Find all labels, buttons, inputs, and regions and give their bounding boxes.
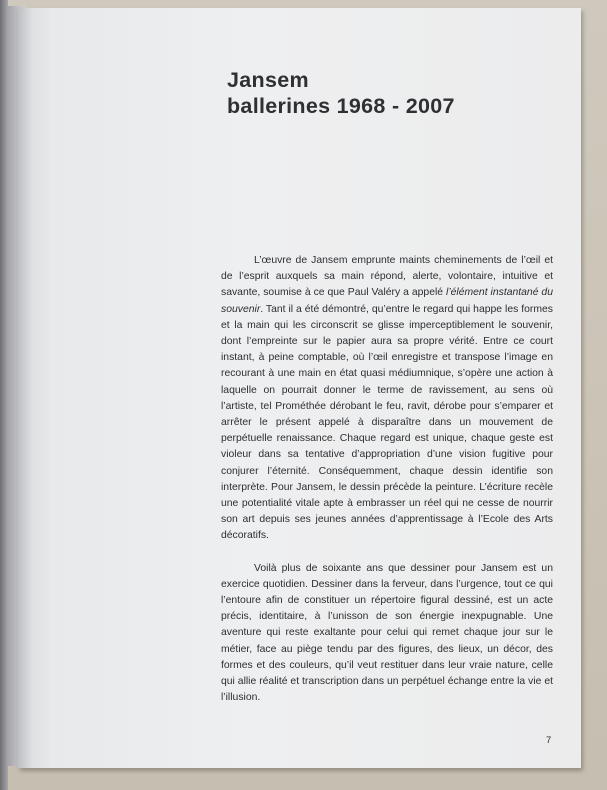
page-fold-shadow [18, 8, 32, 768]
essay-text [221, 253, 553, 706]
paragraph-2: Voilà plus de soixante ans que dessiner pour Jansem est un exercice quotidien. Dessiner dans la ferveur, dans l’urgence, tout ce qui l’entoure afin de constituer un répertoire figural dessiné, est un acte précis, identitaire, à l’unisson de son énergie inexpugnable. Une aventure qui reste exaltante pour celui qui remet chaque jour sur le métier, face au piège tendu par des figures, des lieux, un décor, des formes et des couleurs, qu’il veut restituer dans leur vraie nature, celle qui allie réalité et transcription dans un perpétuel échange entre la vie et l’illusion. [221, 562, 553, 704]
book-spine-shadow [0, 0, 8, 790]
page-title [227, 67, 455, 119]
paragraph-1-text-start: L’œuvre de Jansem emprunte maints cheminements de l’œil et de l’esprit auxquels sa main répond, alerte, volontaire, intuitive et savante, soumise à ce que Paul Valéry a appelé [221, 255, 553, 299]
page-number: 7 [546, 735, 552, 746]
title-line-artist: Jansem [227, 68, 309, 92]
paragraph-1 [221, 253, 553, 545]
title-line-subtitle: ballerines 1968 - 2007 [227, 94, 455, 118]
paragraph-1-italic-quote: l’élément instantané du souvenir [221, 287, 553, 315]
paragraph-1-text-end: . Tant il a été démontré, qu’entre le regard qui happe les formes et la main qui les circonscrit se glisse imperceptiblement le souvenir, dont l’empreinte sur le papier aura sa propre vérité. Entre ce court instant, à peine comptable, où l’œil enregistre et transpose l’image en recourant à une main en état quasi médiumnique, s’opère une action à laquelle on pourrait donner le terme de ravissement, au sens où l’artiste, tel Prométhée dérobant le feu, ravit, dérobe pour s’emparer et arrêter le présent appelé à disparaître dans un mouvement de perpétuelle renaissance. Chaque regard est unique, chaque geste est violeur dans sa tentative d’appropriation d’une vision fugitive pour conjurer l’éternité. Conséquemment, chaque dessin identifie son interprète. Pour Jansem, le dessin précède la peinture. L’écriture recèle une potentialité vitale apte à embrasser un réel qui ne cesse de nourrir son art depuis ses jeunes années d’apprentissage à l’Ecole des Arts décoratifs. [221, 303, 553, 542]
